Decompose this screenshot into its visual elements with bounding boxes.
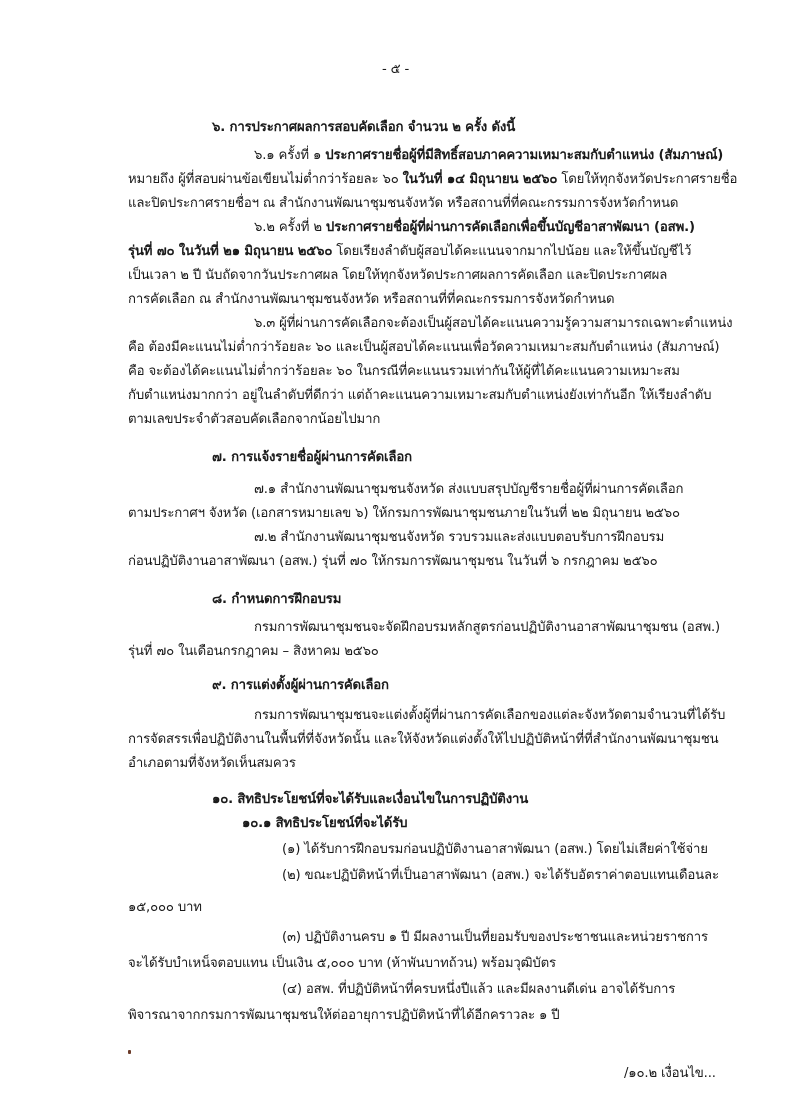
benefit-item-3-line-2: จะได้รับบำเหน็จตอบแทน เป็นเงิน ๕,๐๐๐ บาท (ห้าพันบาทถ้วน) พร้อมวุฒิบัตร <box>128 956 556 971</box>
para-8-line-2: รุ่นที่ ๗๐ ในเดือนกรกฎาคม – สิงหาคม ๒๕๖๐ <box>128 644 379 659</box>
para-6-2-bold: ประกาศรายชื่อผู้ที่ผ่านการคัดเลือกเพื่อขึ้นบัญชีอาสาพัฒนา (อสพ.) <box>325 220 695 235</box>
para-9-line-2: การจัดสรรเพื่อปฏิบัติงานในพื้นที่ที่จังหวัดนั้น และให้จังหวัดแต่งตั้งให้ไปปฏิบัติหน้าที่ที่สำนักงานพัฒนาชุมชน <box>128 732 719 747</box>
para-6-2-line-1 <box>254 218 695 238</box>
para-6-1-date: ในวันที่ ๑๔ มิถุนายน ๒๕๖๐ <box>402 172 558 187</box>
page-number: - ๕ - <box>382 62 410 77</box>
benefit-item-4-line-1: (๔) อสพ. ที่ปฏิบัติหน้าที่ครบหนึ่งปีแล้ว และมีผลงานดีเด่น อาจได้รับการ <box>282 982 676 997</box>
benefit-item-3-line-1: (๓) ปฏิบัติงานครบ ๑ ปี มีผลงานเป็นที่ยอมรับของประชาชนและหน่วยราชการ <box>282 930 708 945</box>
para-6-3-line-4: กับตำแหน่งมากกว่า อยู่ในลำดับที่ดีกว่า แต่ถ้าคะแนนความเหมาะสมกับตำแหน่งยังเท่ากันอีก ให้เรียงลำดับ <box>128 388 712 403</box>
para-7-1-line-2: ตามประกาศฯ จังหวัด (เอกสารหมายเลข ๖) ให้กรมการพัฒนาชุมชนภายในวันที่ ๒๒ มิถุนายน ๒๕๖๐ <box>128 506 680 521</box>
para-6-2-date: รุ่นที่ ๗๐ ในวันที่ ๒๑ มิถุนายน ๒๕๖๐ <box>128 244 333 259</box>
para-6-2-line-4: การคัดเลือก ณ สำนักงานพัฒนาชุมชนจังหวัด หรือสถานที่ที่คณะกรรมการจังหวัดกำหนด <box>128 292 615 307</box>
para-6-2-line-3: เป็นเวลา ๒ ปี นับถัดจากวันประกาศผล โดยให้ทุกจังหวัดประกาศผลการคัดเลือก และปิดประกาศผล <box>128 268 668 283</box>
para-6-2-line-2 <box>128 242 691 262</box>
para-6-1-lead: ๖.๑ ครั้งที่ ๑ <box>254 148 322 163</box>
para-6-2-lead: ๖.๒ ครั้งที่ ๒ <box>254 220 322 235</box>
section-8-heading: ๘. กำหนดการฝึกอบรม <box>212 592 342 607</box>
benefit-item-2-line-1: (๒) ขณะปฏิบัติหน้าที่เป็นอาสาพัฒนา (อสพ.) จะได้รับอัตราค่าตอบแทนเดือนละ <box>282 868 719 883</box>
para-9-line-1: กรมการพัฒนาชุมชนจะแต่งตั้งผู้ที่ผ่านการคัดเลือกของแต่ละจังหวัดตามจำนวนที่ได้รับ <box>254 708 726 723</box>
section-7-heading: ๗. การแจ้งรายชื่อผู้ผ่านการคัดเลือก <box>212 450 412 465</box>
para-6-3-line-2: คือ ต้องมีคะแนนไม่ต่ำกว่าร้อยละ ๖๐ และเป็นผู้สอบได้คะแนนเพื่อวัดความเหมาะสมกับตำแหน่ง (สัมภาษณ์) <box>128 340 720 355</box>
para-6-1-line-3: และปิดประกาศรายชื่อฯ ณ สำนักงานพัฒนาชุมชนจังหวัด หรือสถานที่ที่คณะกรรมการจังหวัดกำหนด <box>128 196 679 211</box>
para-6-3-line-1: ๖.๓ ผู้ที่ผ่านการคัดเลือกจะต้องเป็นผู้สอบได้คะแนนความรู้ความสามารถเฉพาะตำแหน่ง <box>254 316 733 331</box>
para-6-3-line-5: ตามเลขประจำตัวสอบคัดเลือกจากน้อยไปมาก <box>128 412 381 427</box>
section-10-heading: ๑๐. สิทธิประโยชน์ที่จะได้รับและเงื่อนไขในการปฏิบัติงาน <box>212 792 529 807</box>
para-6-2-l2-end: โดยเรียงลำดับผู้สอบได้คะแนนจากมากไปน้อย และให้ขึ้นบัญชีไว้ <box>336 244 692 259</box>
para-6-1-l2-start: หมายถึง ผู้ที่สอบผ่านข้อเขียนไม่ต่ำกว่าร้อยละ ๖๐ <box>128 172 399 187</box>
benefit-item-1: (๑) ได้รับการฝึกอบรมก่อนปฏิบัติงานอาสาพัฒนา (อสพ.) โดยไม่เสียค่าใช้จ่าย <box>282 842 708 857</box>
para-6-1-l2-end: โดยให้ทุกจังหวัดประกาศรายชื่อ <box>561 172 738 187</box>
section-10-1-heading: ๑๐.๑ สิทธิประโยชน์ที่จะได้รับ <box>242 816 408 831</box>
para-6-1-bold: ประกาศรายชื่อผู้ที่มีสิทธิ์สอบภาคความเหมาะสมกับตำแหน่ง (สัมภาษณ์) <box>325 148 724 163</box>
para-6-1-line-1 <box>254 146 723 166</box>
section-6-heading: ๖. การประกาศผลการสอบคัดเลือก จำนวน ๒ ครั้ง ดังนี้ <box>212 120 516 135</box>
section-9-heading: ๙. การแต่งตั้งผู้ผ่านการคัดเลือก <box>212 678 389 693</box>
para-9-line-3: อำเภอตามที่จังหวัดเห็นสมควร <box>128 756 296 771</box>
para-7-2-line-1: ๗.๒ สำนักงานพัฒนาชุมชนจังหวัด รวบรวมและส่งแบบตอบรับการฝึกอบรม <box>254 530 665 545</box>
para-6-3-line-3: คือ จะต้องได้คะแนนไม่ต่ำกว่าร้อยละ ๖๐ ในกรณีที่คะแนนรวมเท่ากันให้ผู้ที่ได้คะแนนความเหมาะสม <box>128 364 680 379</box>
benefit-item-2-line-2: ๑๕,๐๐๐ บาท <box>128 900 202 915</box>
benefit-item-4-line-2: พิจารณาจากกรมการพัฒนาชุมชนให้ต่ออายุการปฏิบัติหน้าที่ได้อีกคราวละ ๑ ปี <box>128 1008 560 1023</box>
para-7-1-line-1: ๗.๑ สำนักงานพัฒนาชุมชนจังหวัด ส่งแบบสรุปบัญชีรายชื่อผู้ที่ผ่านการคัดเลือก <box>254 482 684 497</box>
para-7-2-line-2: ก่อนปฏิบัติงานอาสาพัฒนา (อสพ.) รุ่นที่ ๗๐ ให้กรมการพัฒนาชุมชน ในวันที่ ๖ กรกฎาคม ๒๕๖๐ <box>128 554 658 569</box>
para-6-1-line-2 <box>128 170 737 190</box>
para-8-line-1: กรมการพัฒนาชุมชนจะจัดฝึกอบรมหลักสูตรก่อนปฏิบัติงานอาสาพัฒนาชุมชน (อสพ.) <box>254 620 721 635</box>
continuation-note: /๑๐.๒ เงื่อนไข... <box>624 1066 716 1081</box>
scan-speck <box>128 1050 131 1054</box>
